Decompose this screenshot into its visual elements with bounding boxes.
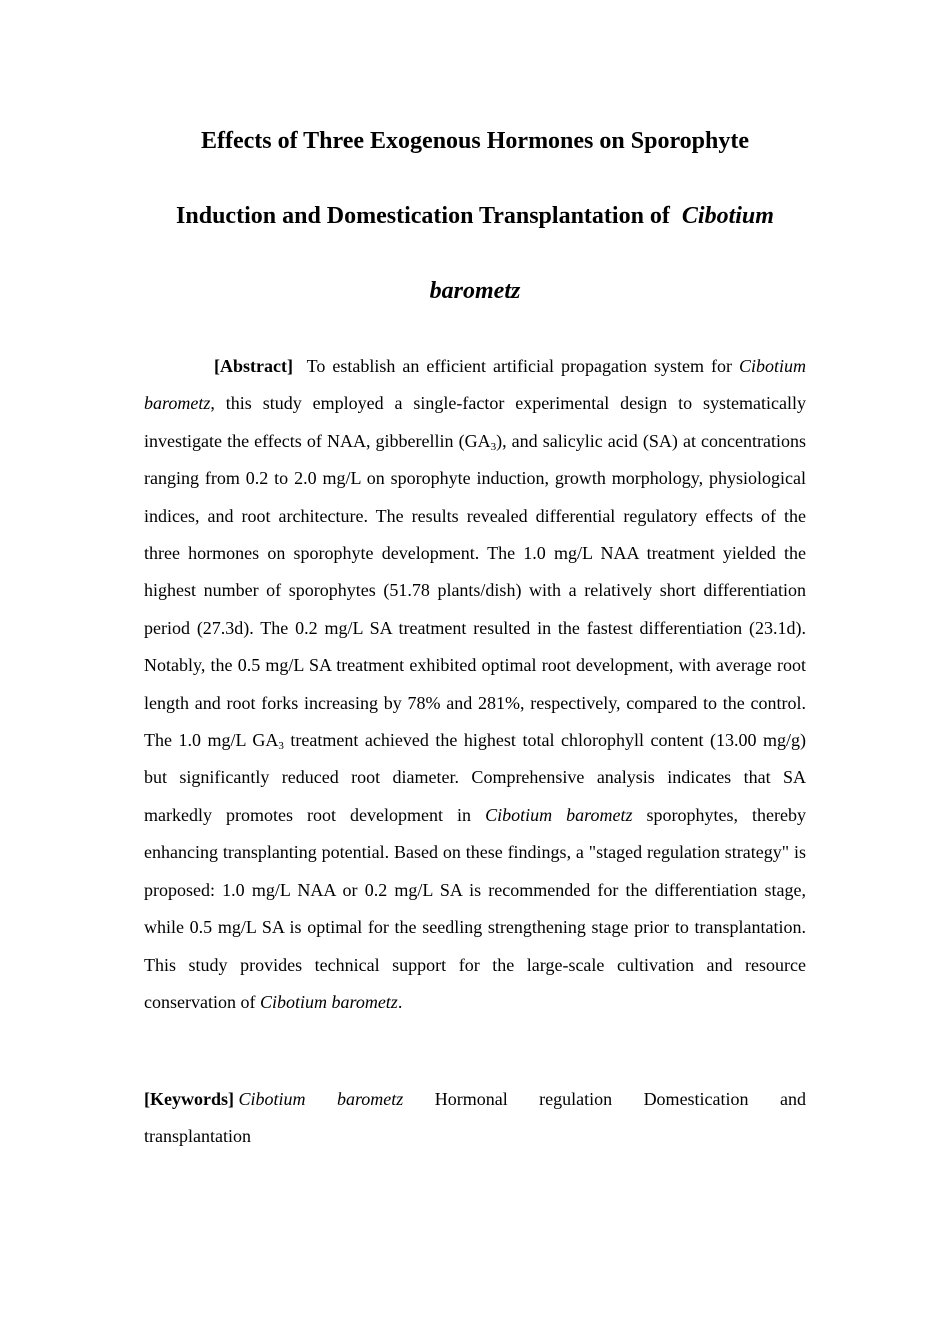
abstract-label: [Abstract] xyxy=(214,356,293,376)
title-species-epithet: barometz xyxy=(429,278,521,304)
keyword-regulation: regulation xyxy=(539,1089,613,1109)
keyword-transplantation: transplantation xyxy=(144,1126,251,1147)
title-line-2-text: Induction and Domestication Transplantation of xyxy=(176,203,670,229)
abstract-text-4: treatment achieved the highest total chlorophyll content (13.00 mg/g) but significantly reduced root diameter. Comprehensive analysis indicates that SA markedly promotes root development in xyxy=(144,730,807,825)
abstract-species-1: Cibotium barometz xyxy=(144,356,806,414)
keywords-label-group xyxy=(144,1081,306,1118)
abstract-species-3: Cibotium barometz xyxy=(259,991,398,1012)
keywords-section xyxy=(144,1081,806,1156)
abstract-species-2: Cibotium barometz xyxy=(485,804,633,825)
paper-title xyxy=(100,104,850,329)
keywords-row-2 xyxy=(144,1118,806,1155)
abstract-subscript-1: 3 xyxy=(490,440,497,453)
title-line-2 xyxy=(100,179,850,254)
keywords-label: [Keywords] xyxy=(144,1089,234,1109)
title-line-3 xyxy=(100,254,850,329)
keyword-species-genus: Cibotium xyxy=(238,1089,306,1109)
abstract-text-2: , this study employed a single-factor experimental design to systematically investigate the effects of NAA, gibberellin (GA xyxy=(144,393,806,451)
keyword-species-epithet: barometz xyxy=(336,1089,404,1109)
abstract-paragraph xyxy=(144,348,806,1021)
abstract-text-6: . xyxy=(397,991,403,1012)
keywords-row-1 xyxy=(144,1081,806,1118)
abstract-text-1: To establish an efficient artificial propagation system for xyxy=(306,356,739,376)
abstract-subscript-2: 3 xyxy=(278,740,284,753)
abstract-text-3: ), and salicylic acid (SA) at concentrations ranging from 0.2 to 2.0 mg/L on sporophyte induction, growth morphology, physiological indices, and root architecture. The results revealed differential regulatory effects of the three hormones on sporophyte development. The 1.0 mg/L NAA treatment yielded the highest number of sporophytes (51.78 plants/dish) with a relatively short differentiation period (27.3d). The 0.2 mg/L SA treatment resulted in the fastest differentiation (23.1d). Notably, the 0.5 mg/L SA treatment exhibited optimal root development, with average root length and root forks increasing by 78% and 281%, respectively, compared to the control. The 1.0 mg/L GA xyxy=(144,430,806,751)
abstract-text-5: sporophytes, thereby enhancing transplanting potential. Based on these findings, a "staged regulation strategy" is proposed: 1.0 mg/L NAA or 0.2 mg/L SA is recommended for the differentiation stage, while 0.5 mg/L SA is optimal for the seedling strengthening stage prior to transplantation. This study provides technical support for the large-scale cultivation and resource conservation of xyxy=(144,804,806,1012)
keyword-hormonal: Hormonal xyxy=(434,1089,508,1109)
title-line-1: Effects of Three Exogenous Hormones on Sporophyte xyxy=(200,128,749,154)
title-species-genus: Cibotium xyxy=(681,203,774,229)
keyword-domestication: Domestication xyxy=(643,1089,749,1109)
keyword-and: and xyxy=(779,1089,806,1109)
